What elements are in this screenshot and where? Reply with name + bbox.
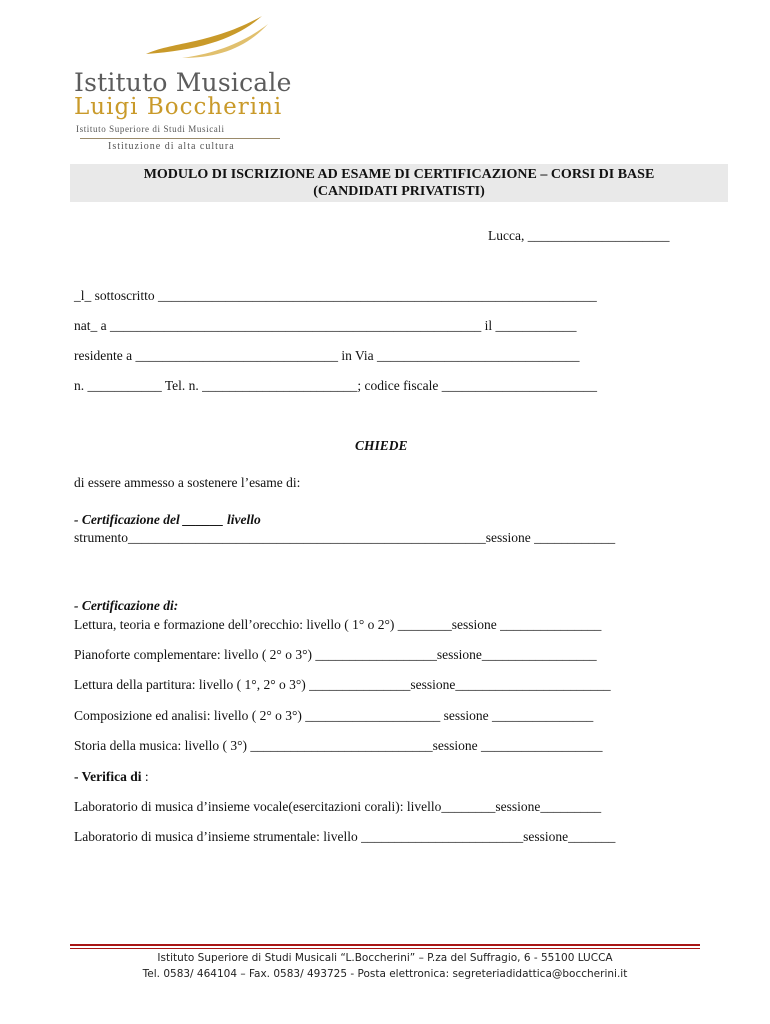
verifica-heading-colon: : [141, 769, 149, 784]
verifica-item[interactable]: Laboratorio di musica d’insieme vocale(esercitazioni corali): livello________sessione_________ [74, 799, 602, 814]
verifica-heading [74, 769, 149, 785]
cert-item[interactable]: Lettura, teoria e formazione dell’orecchio: livello ( 1° o 2°) ________sessione _______________ [74, 617, 602, 632]
cert-item[interactable]: Lettura della partitura: livello ( 1°, 2° o 3°) _______________sessione_______________________ [74, 677, 611, 692]
logo-tagline: Istituzione di alta cultura [108, 141, 235, 152]
cert-level-heading: - Certificazione del ______ livello [74, 512, 261, 527]
flourish-icon [142, 14, 272, 62]
cert-item[interactable]: Pianoforte complementare: livello ( 2° o 3°) __________________sessione_________________ [74, 647, 597, 662]
institute-logo [72, 14, 302, 152]
cert-item[interactable]: Storia della musica: livello ( 3°) ___________________________sessione __________________ [74, 738, 603, 753]
instrument-field[interactable]: strumento_____________________________________________________sessione ____________ [74, 530, 616, 545]
footer-divider-thin [70, 948, 700, 949]
phone-taxcode-field[interactable]: n. ___________ Tel. n. _______________________; codice fiscale _______________________ [74, 378, 598, 393]
footer-contacts: Tel. 0583/ 464104 – Fax. 0583/ 493725 - Posta elettronica: segreteriadidattica@boccherini.it [142, 968, 628, 980]
footer-address: Istituto Superiore di Studi Musicali “L.Boccherini” – P.za del Suffragio, 6 - 55100 LUCCA [157, 952, 613, 964]
residence-field[interactable]: residente a ______________________________ in Via ______________________________ [74, 348, 580, 363]
form-title-line2: (CANDIDATI PRIVATISTI) [313, 184, 485, 199]
logo-divider [80, 138, 280, 139]
footer-divider [70, 944, 700, 946]
form-title [70, 164, 728, 202]
chiede-heading: CHIEDE [355, 438, 408, 453]
intro-text: di essere ammesso a sostenere l’esame di: [74, 475, 301, 490]
cert-item[interactable]: Composizione ed analisi: livello ( 2° o 3°) ____________________ sessione _______________ [74, 708, 594, 723]
lucca-date-field[interactable]: Lucca, _____________________ [488, 228, 670, 243]
verifica-item[interactable]: Laboratorio di musica d’insieme strumentale: livello ________________________sessione_______ [74, 829, 616, 844]
logo-subtitle: Istituto Superiore di Studi Musicali [76, 124, 225, 134]
logo-boccherini-name: Luigi Boccherini [74, 94, 283, 120]
sottoscritto-field[interactable]: _l_ sottoscritto _________________________________________________________________ [74, 288, 597, 303]
birthplace-field[interactable]: nat_ a _______________________________________________________ il ____________ [74, 318, 577, 333]
verifica-heading-bold: - Verifica di [74, 769, 142, 784]
form-title-line1: MODULO DI ISCRIZIONE AD ESAME DI CERTIFICAZIONE – CORSI DI BASE [143, 167, 655, 182]
logo-institute-name: Istituto Musicale [74, 68, 292, 97]
cert-di-heading: - Certificazione di: [74, 598, 179, 613]
